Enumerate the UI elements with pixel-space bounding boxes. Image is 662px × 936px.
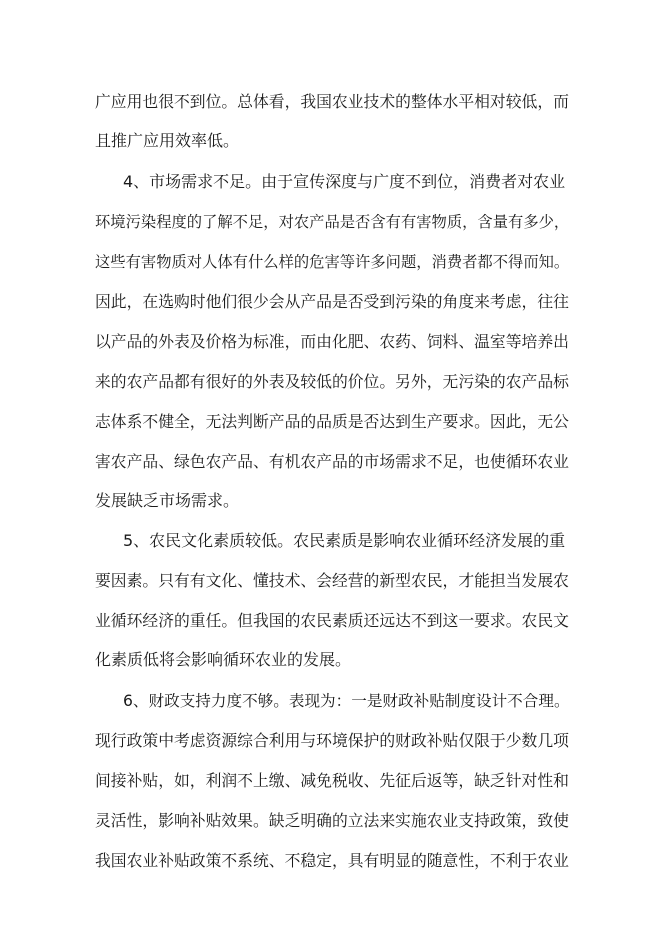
body-text-line: 因此，在选购时他们很少会从产品是否受到污染的角度来考虑，往往 (95, 292, 569, 311)
body-text-line: 志体系不健全，无法判断产品的品质是否达到生产要求。因此，无公 (95, 412, 569, 431)
paragraph-start-line: 5、农民文化素质较低。农民素质是影响农业循环经济发展的重 (123, 531, 566, 550)
body-text-line: 广应用也很不到位。总体看，我国农业技术的整体水平相对较低，而 (95, 92, 569, 111)
body-text-line: 这些有害物质对人体有什么样的危害等许多问题，消费者都不得而知。 (95, 253, 570, 271)
body-text-line: 业循环经济的重任。但我国的农民素质还远达不到这一要求。农民文 (95, 611, 569, 630)
body-text-line: 化素质低将会影响循环农业的发展。 (95, 650, 352, 669)
paragraph-start-line: 4、市场需求不足。由于宣传深度与广度不到位，消费者对农业 (123, 172, 566, 191)
body-text-line: 灵活性，影响补贴效果。缺乏明确的立法来实施农业支持政策，致使 (95, 811, 569, 830)
body-text-line: 且推广应用效率低。 (95, 131, 240, 150)
body-text-line: 以产品的外表及价格为标准，而由化肥、农药、饲料、温室等培养出 (95, 332, 569, 351)
body-text-line: 害农产品、绿色农产品、有机农产品的市场需求不足，也使循环农业 (95, 452, 569, 471)
body-text-line: 我国农业补贴政策不系统、不稳定，具有明显的随意性，不利于农业 (95, 851, 569, 870)
body-text-line: 现行政策中考虑资源综合利用与环境保护的财政补贴仅限于少数几项 (95, 731, 569, 750)
body-text-line: 环境污染程度的了解不足，对农产品是否含有有害物质，含量有多少， (95, 213, 570, 231)
paragraph-start-line: 6、财政支持力度不够。表现为：一是财政补贴制度设计不合理。 (123, 692, 570, 710)
body-text-line: 要因素。只有有文化、懂技术、会经营的新型农民，才能担当发展农 (95, 571, 569, 590)
body-text-line: 发展缺乏市场需求。 (95, 491, 240, 510)
body-text-line: 间接补贴，如，利润不上缴、减免税收、先征后返等，缺乏针对性和 (95, 771, 569, 790)
body-text-line: 来的农产品都有很好的外表及较低的价位。另外，无污染的农产品标 (95, 372, 569, 391)
